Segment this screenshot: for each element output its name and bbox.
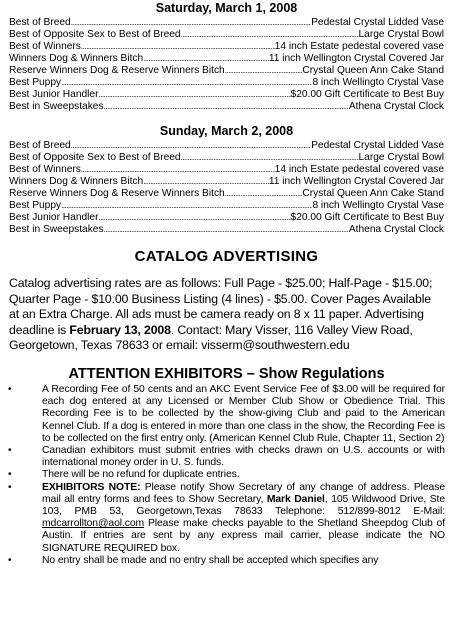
leader-dots bbox=[104, 224, 349, 236]
award-row bbox=[9, 212, 444, 224]
award-row bbox=[9, 101, 444, 113]
rule-payment-text: Please make checks payable to the Shetland Sheepdog Club of Austin. If entries are sent by any express mail carrier, please indicate the NO SIGNATURE REQUIRED box. bbox=[42, 518, 445, 554]
award-row bbox=[9, 29, 444, 41]
award-name: Best Junior Handler bbox=[9, 89, 99, 100]
award-name: Winners Dog & Winners Bitch bbox=[9, 53, 144, 64]
rule-no-refund: There will be no refund for duplicate entries. bbox=[42, 469, 240, 481]
leader-dots bbox=[71, 17, 311, 29]
bullet-icon: • bbox=[8, 481, 12, 493]
award-name: Reserve Winners Dog & Reserve Winners Bitch bbox=[9, 65, 225, 76]
award-prize: 14 inch Estate pedestal covered vase bbox=[274, 41, 444, 52]
leader-dots bbox=[71, 140, 311, 152]
award-prize: $20.00 Gift Certificate to Best Buy bbox=[290, 212, 444, 223]
award-row bbox=[9, 17, 444, 29]
award-row bbox=[9, 89, 444, 101]
leader-dots bbox=[181, 152, 359, 164]
bullet-icon: • bbox=[8, 383, 12, 395]
show-regulations-list bbox=[0, 384, 453, 567]
secretary-email-link[interactable]: mdcarrollton@aol.com bbox=[42, 518, 145, 530]
award-prize: Large Crystal Bowl bbox=[358, 152, 444, 163]
award-row bbox=[9, 140, 444, 152]
leader-dots bbox=[98, 212, 290, 224]
leader-dots bbox=[143, 53, 269, 65]
award-name: Best of Breed bbox=[9, 140, 71, 151]
exhibitors-note-label: EXHIBITORS NOTE: bbox=[42, 481, 141, 493]
award-row bbox=[9, 77, 444, 89]
leader-dots bbox=[225, 65, 303, 77]
award-row bbox=[9, 164, 444, 176]
bullet-icon: • bbox=[8, 469, 12, 481]
catalog-advertising-text bbox=[0, 276, 453, 354]
catalog-rates-text: Catalog advertising rates are as follows: Full Page - $25.00; Half-Page - $15.00; Quarter Page - $10.00 Business Listing (4 lines) - $5.00. Cover Pages Available at an Extra Charge. All ads must be camera ready on 8 x 11 paper. Advertising deadline is bbox=[9, 276, 433, 337]
award-name: Best Puppy bbox=[9, 200, 62, 211]
award-row bbox=[9, 200, 444, 212]
award-name: Best Junior Handler bbox=[9, 212, 99, 223]
award-name: Best of Winners bbox=[9, 41, 81, 52]
leader-dots bbox=[81, 164, 275, 176]
award-name: Reserve Winners Dog & Reserve Winners Bitch bbox=[9, 188, 225, 199]
award-row bbox=[9, 176, 444, 188]
award-row bbox=[9, 41, 444, 53]
award-prize: 11 inch Wellington Crystal Covered Jar bbox=[268, 53, 444, 64]
award-prize: 8 inch Wellingto Crystal Vase bbox=[312, 77, 444, 88]
award-name: Best in Sweepstakes bbox=[9, 101, 104, 112]
bullet-icon: • bbox=[8, 444, 12, 456]
list-item bbox=[8, 482, 445, 555]
sunday-title: Sunday, March 2, 2008 bbox=[159, 124, 294, 138]
rule-canadian-exhibitors: Canadian exhibitors must submit entries with checks drawn on U.S. accounts or with international money order in U. S. funds. bbox=[42, 444, 445, 469]
catalog-advertising-heading: CATALOG ADVERTISING bbox=[134, 248, 319, 265]
award-prize: Pedestal Crystal Lidded Vase bbox=[311, 17, 444, 28]
award-prize: $20.00 Gift Certificate to Best Buy bbox=[290, 89, 444, 100]
saturday-title: Saturday, March 1, 2008 bbox=[155, 1, 298, 15]
leader-dots bbox=[61, 77, 312, 89]
leader-dots bbox=[61, 200, 312, 212]
award-prize: Crystal Queen Ann Cake Stand bbox=[302, 188, 444, 199]
award-name: Winners Dog & Winners Bitch bbox=[9, 176, 144, 187]
award-name: Best Puppy bbox=[9, 77, 62, 88]
rule-recording-fee: A Recording Fee of 50 cents and an AKC Event Service Fee of $3.00 will be required for each dog entered at any Licensed or Member Club Show or Obedience Trial. This Recording Fee is to be collected by the show-giving Club and paid to the American Kennel Club. If a dog is entered in more than one class in the show, the Recording Fee is to be collected on the first entry only. (American Kennel Club Rule, Chapter 11, Section 2) bbox=[42, 383, 445, 444]
award-prize: 11 inch Wellington Crystal Covered Jar bbox=[268, 176, 444, 187]
exhibitors-heading: ATTENTION EXHIBITORS – Show Regulations bbox=[68, 365, 385, 382]
award-name: Best of Opposite Sex to Best of Breed bbox=[9, 152, 181, 163]
award-prize: Athena Crystal Clock bbox=[348, 224, 444, 235]
award-prize: 14 inch Estate pedestal covered vase bbox=[274, 164, 444, 175]
bullet-icon: • bbox=[8, 554, 12, 566]
award-prize: Pedestal Crystal Lidded Vase bbox=[311, 140, 444, 151]
award-name: Best of Breed bbox=[9, 17, 71, 28]
rule-address-text: , 105 Wildwood Drive, Ste 103, PMB 53, Georgetown,Texas 78633 Telephone: 512/899-8012 E-Mail: bbox=[42, 493, 445, 517]
award-name: Best in Sweepstakes bbox=[9, 224, 104, 235]
leader-dots bbox=[98, 89, 290, 101]
advertising-deadline: February 13, 2008 bbox=[69, 322, 171, 337]
saturday-awards-list bbox=[0, 17, 453, 113]
award-prize: Athena Crystal Clock bbox=[348, 101, 444, 112]
award-row bbox=[9, 224, 444, 236]
list-item bbox=[8, 469, 445, 481]
leader-dots bbox=[143, 176, 269, 188]
award-name: Best of Opposite Sex to Best of Breed bbox=[9, 29, 181, 40]
leader-dots bbox=[104, 101, 349, 113]
list-item bbox=[8, 445, 445, 469]
award-row bbox=[9, 65, 444, 77]
award-prize: Large Crystal Bowl bbox=[358, 29, 444, 40]
sunday-awards-list bbox=[0, 140, 453, 236]
rule-note-text: Please notify Show Secretary of any change of address. Please mail all entry forms and fees to Show Secretary, bbox=[42, 481, 445, 505]
catalog-contact-text: . Contact: Mary Visser, 116 Valley View Road, Georgetown, Texas 78633 or email: visserm@southwestern.edu bbox=[9, 322, 413, 353]
leader-dots bbox=[225, 188, 303, 200]
document-page bbox=[0, 1, 453, 637]
list-item bbox=[8, 555, 445, 567]
award-name: Best of Winners bbox=[9, 164, 81, 175]
show-secretary-name: Mark Daniel bbox=[266, 493, 325, 505]
award-row bbox=[9, 152, 444, 164]
list-item bbox=[8, 384, 445, 445]
rule-no-entry: No entry shall be made and no entry shall be accepted which specifies any bbox=[42, 554, 379, 566]
award-row bbox=[9, 53, 444, 65]
award-prize: Crystal Queen Ann Cake Stand bbox=[302, 65, 444, 76]
leader-dots bbox=[81, 41, 275, 53]
award-prize: 8 inch Wellingto Crystal Vase bbox=[312, 200, 444, 211]
leader-dots bbox=[181, 29, 359, 41]
award-row bbox=[9, 188, 444, 200]
